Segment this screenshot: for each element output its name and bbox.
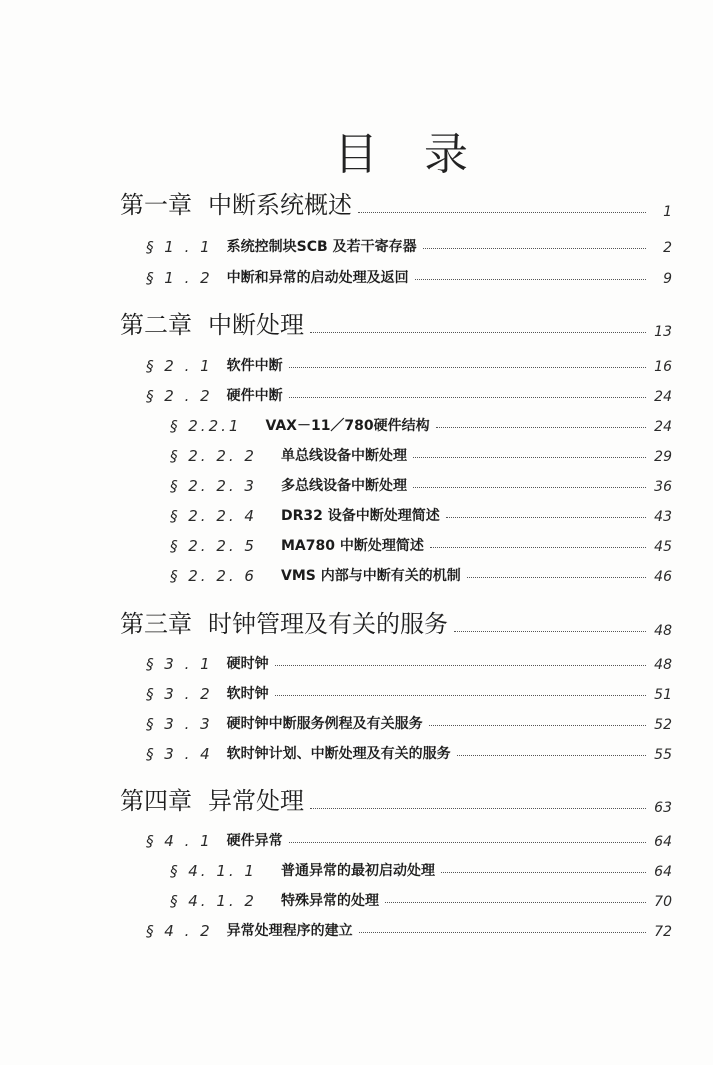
toc-section-1-1 [146, 226, 672, 256]
section-title: 系统控制块SCB 及若干寄存器 [226, 239, 417, 255]
toc-chapter-1 [120, 190, 672, 220]
section-title: VAX－11／780硬件结构 [265, 418, 430, 434]
chapter-label: 第三章 [120, 610, 192, 638]
leader-dots [289, 366, 646, 368]
toc-subsection-2-2-3 [170, 465, 672, 495]
page-number: 24 [654, 419, 672, 435]
section-title: 软时钟计划、中断处理及有关的服务 [226, 746, 451, 762]
section-number: § 2. 2. 3 [170, 477, 257, 495]
leader-dots [275, 694, 646, 696]
section-title: 软件中断 [226, 358, 283, 374]
leader-dots [413, 456, 646, 458]
section-number: § 2. 2. 2 [170, 447, 257, 465]
page-number: 9 [663, 271, 672, 287]
leader-dots [275, 664, 646, 666]
toc-section-3-1 [146, 643, 672, 673]
leader-dots [454, 630, 646, 632]
section-title: 硬件中断 [226, 388, 283, 404]
toc-subsection-2-2-1 [170, 405, 672, 435]
section-number: § 1 . 1 [146, 238, 213, 256]
toc-chapter-3 [120, 609, 672, 639]
section-number: § 2.2.1 [170, 417, 242, 435]
section-title: 异常处理程序的建立 [226, 923, 353, 939]
section-title: VMS 内部与中断有关的机制 [280, 568, 461, 584]
toc-section-4-2 [146, 910, 672, 940]
section-title: DR32 设备中断处理简述 [280, 508, 440, 524]
section-title: 多总线设备中断处理 [280, 478, 407, 494]
toc-subsection-4-1-1 [170, 850, 672, 880]
toc-section-3-2 [146, 673, 672, 703]
leader-dots [359, 931, 646, 933]
section-title: 硬时钟中断服务例程及有关服务 [226, 716, 423, 732]
page-number: 16 [654, 359, 672, 375]
section-title: 硬时钟 [226, 656, 269, 672]
page-title-char-2: 录 [424, 129, 468, 180]
section-number: § 4 . 2 [146, 922, 213, 940]
section-title: MA780 中断处理简述 [280, 538, 424, 554]
leader-dots [429, 724, 646, 726]
section-number: § 3 . 2 [146, 685, 213, 703]
page-number: 51 [654, 687, 672, 703]
page-number: 13 [654, 324, 672, 340]
page-number: 45 [654, 539, 672, 555]
chapter-title: 时钟管理及有关的服务 [208, 610, 448, 638]
toc-section-4-1 [146, 820, 672, 850]
page-number: 64 [654, 834, 672, 850]
leader-dots [430, 546, 646, 548]
leader-dots [310, 807, 646, 809]
section-number: § 4 . 1 [146, 832, 213, 850]
page-number: 70 [654, 894, 672, 910]
leader-dots [358, 211, 646, 213]
page-number: 24 [654, 389, 672, 405]
page-number: 29 [654, 449, 672, 465]
chapter-label: 第一章 [120, 191, 192, 219]
toc-subsection-4-1-2 [170, 880, 672, 910]
section-number: § 4. 1. 1 [170, 862, 257, 880]
page-number: 1 [663, 204, 672, 220]
toc-section-2-2 [146, 375, 672, 405]
toc-subsection-2-2-6 [170, 555, 672, 585]
section-number: § 2. 2. 6 [170, 567, 257, 585]
leader-dots [446, 516, 646, 518]
leader-dots [423, 247, 646, 249]
section-number: § 3 . 4 [146, 745, 213, 763]
section-number: § 4. 1. 2 [170, 892, 257, 910]
leader-dots [289, 841, 646, 843]
page-number: 43 [654, 509, 672, 525]
page-number: 63 [654, 800, 672, 816]
page-number: 46 [654, 569, 672, 585]
toc-subsection-2-2-2 [170, 435, 672, 465]
toc-section-2-1 [146, 345, 672, 375]
section-title: 软时钟 [226, 686, 269, 702]
toc-chapter-2 [120, 310, 672, 340]
leader-dots [436, 426, 646, 428]
section-title: 特殊异常的处理 [280, 893, 379, 909]
toc-section-3-4 [146, 733, 672, 763]
chapter-title: 异常处理 [208, 787, 304, 815]
section-title: 普通异常的最初启动处理 [280, 863, 435, 879]
section-number: § 3 . 3 [146, 715, 213, 733]
chapter-label: 第二章 [120, 311, 192, 339]
leader-dots [457, 754, 646, 756]
section-title: 单总线设备中断处理 [280, 448, 407, 464]
section-number: § 2 . 1 [146, 357, 213, 375]
page-number: 48 [654, 657, 672, 673]
page-number: 72 [654, 924, 672, 940]
chapter-label: 第四章 [120, 787, 192, 815]
section-number: § 2. 2. 5 [170, 537, 257, 555]
toc-subsection-2-2-5 [170, 525, 672, 555]
section-number: § 3 . 1 [146, 655, 213, 673]
page-number: 36 [654, 479, 672, 495]
page-number: 48 [654, 623, 672, 639]
leader-dots [289, 396, 646, 398]
leader-dots [310, 331, 646, 333]
section-number: § 2. 2. 4 [170, 507, 257, 525]
section-number: § 1 . 2 [146, 269, 213, 287]
leader-dots [413, 486, 646, 488]
page-number: 55 [654, 747, 672, 763]
toc-chapter-4 [120, 786, 672, 816]
toc-section-3-3 [146, 703, 672, 733]
page-number: 64 [654, 864, 672, 880]
leader-dots [467, 576, 646, 578]
section-title: 中断和异常的启动处理及返回 [226, 270, 409, 286]
section-number: § 2 . 2 [146, 387, 213, 405]
toc-subsection-2-2-4 [170, 495, 672, 525]
chapter-title: 中断系统概述 [208, 191, 352, 219]
page-title [0, 118, 713, 188]
page-number: 52 [654, 717, 672, 733]
page-number: 2 [663, 240, 672, 256]
leader-dots [415, 278, 646, 280]
toc-section-1-2 [146, 257, 672, 287]
chapter-title: 中断处理 [208, 311, 304, 339]
page-title-char-1: 目 [334, 129, 378, 180]
leader-dots [385, 901, 646, 903]
section-title: 硬件异常 [226, 833, 283, 849]
leader-dots [441, 871, 646, 873]
